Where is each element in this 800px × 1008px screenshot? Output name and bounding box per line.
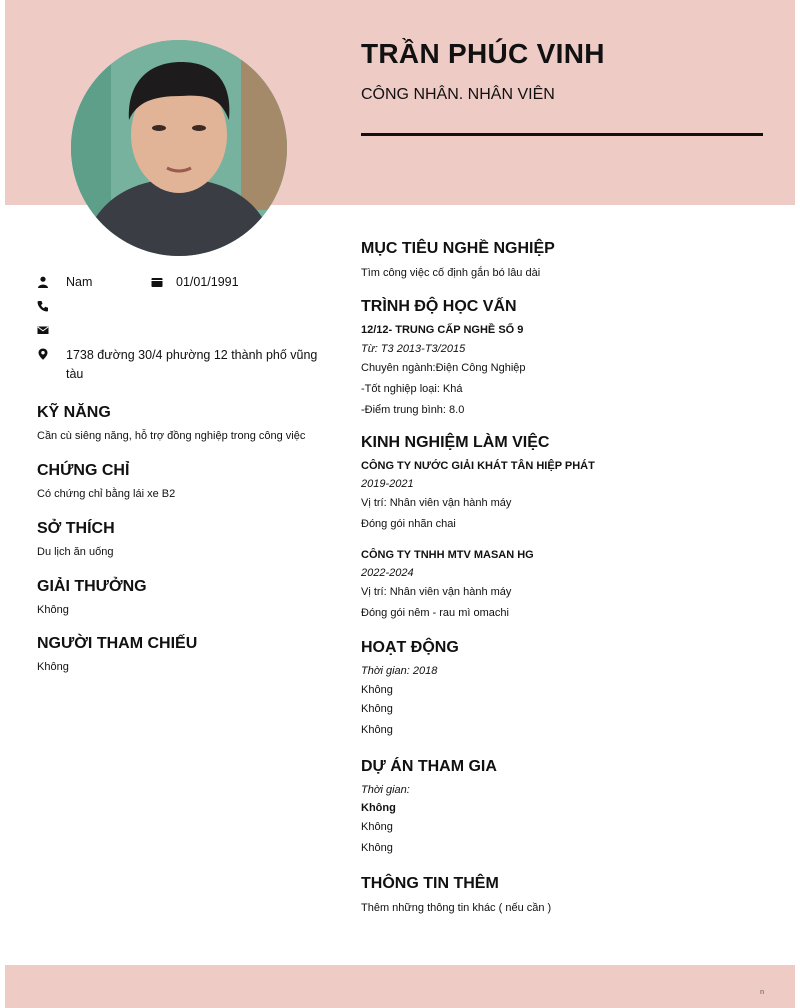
objective-title: MỤC TIÊU NGHỀ NGHIỆP [361,240,555,257]
education-period: Từ: T3 2013-T3/2015 [361,343,466,355]
education-school: 12/12- TRUNG CẤP NGHỀ SỐ 9 [361,324,524,336]
job-period: 2022-2024 [361,567,414,579]
activities-line: Không [361,724,393,736]
education-gpa: -Điểm trung bình: 8.0 [361,404,465,416]
experience-job [361,548,771,621]
references-section [37,635,327,673]
location-pin-icon [37,348,49,360]
hobbies-text: Du lịch ăn uống [37,546,114,558]
gender-value: Nam [66,275,93,289]
awards-section [37,578,327,616]
birthday-value: 01/01/1991 [176,275,239,289]
objective-section [361,240,771,281]
person-icon [37,276,49,288]
address-value: 1738 đường 30/4 phường 12 thành phố vũng tàu [66,348,318,381]
projects-title: DỰ ÁN THAM GIA [361,758,497,775]
job-company: CÔNG TY TNHH MTV MASAN HG [361,549,534,561]
avatar [71,40,287,256]
references-text: Không [37,661,69,673]
contact-email [37,320,327,344]
experience-title: KINH NGHIỆM LÀM VIỆC [361,434,550,451]
projects-name: Không [361,802,396,814]
left-column [37,272,327,673]
footer-band [5,965,795,1008]
job-desc: Đóng gói nêm - rau mì omachi [361,607,509,619]
mail-icon [37,324,49,336]
job-role: Vị trí: Nhân viên vận hành máy [361,586,512,598]
awards-text: Không [37,604,69,616]
projects-line: Không [361,821,393,833]
awards-title: GIẢI THƯỞNG [37,578,147,595]
certificates-text: Có chứng chỉ bằng lái xe B2 [37,488,176,500]
skills-section [37,404,327,442]
job-desc: Đóng gói nhãn chai [361,518,456,530]
job-company: CÔNG TY NƯỚC GIẢI KHÁT TÂN HIỆP PHÁT [361,460,595,472]
header-divider [361,133,763,136]
calendar-icon [151,276,163,288]
phone-icon [37,300,49,312]
education-section [361,298,771,418]
education-major: Chuyên ngành:Điện Công Nghiệp [361,362,526,374]
job-period: 2019-2021 [361,478,414,490]
objective-text: Tìm công việc cố định gắn bó lâu dài [361,267,541,279]
job-title: CÔNG NHÂN. NHÂN VIÊN [361,86,555,103]
experience-job [361,459,771,532]
extra-title: THÔNG TIN THÊM [361,875,499,892]
contact-gender-birthday [37,272,327,296]
contact-address [37,346,327,384]
hobbies-title: SỞ THÍCH [37,520,115,537]
projects-line: Không [361,842,393,854]
projects-time: Thời gian: [361,784,410,796]
projects-section [361,758,771,856]
activities-line: Không [361,703,393,715]
page-marker: n [760,989,764,996]
job-role: Vị trí: Nhân viên vận hành máy [361,497,512,509]
skills-title: KỸ NĂNG [37,404,111,421]
extra-text: Thêm những thông tin khác ( nếu cần ) [361,902,552,914]
education-grade: -Tốt nghiệp loại: Khá [361,383,463,395]
right-column [361,240,771,916]
skills-text: Cần cù siêng năng, hỗ trợ đồng nghiệp trong công việc [37,430,306,442]
extra-section [361,875,771,916]
experience-section [361,434,771,621]
candidate-name: TRẦN PHÚC VINH [361,38,605,69]
activities-line: Không [361,684,393,696]
activities-title: HOẠT ĐỘNG [361,639,459,656]
education-title: TRÌNH ĐỘ HỌC VẤN [361,298,517,315]
contact-phone [37,296,327,320]
certificates-section [37,462,327,500]
activities-section [361,639,771,738]
activities-time: Thời gian: 2018 [361,665,438,677]
references-title: NGƯỜI THAM CHIẾU [37,635,198,652]
hobbies-section [37,520,327,558]
certificates-title: CHỨNG CHỈ [37,462,130,479]
